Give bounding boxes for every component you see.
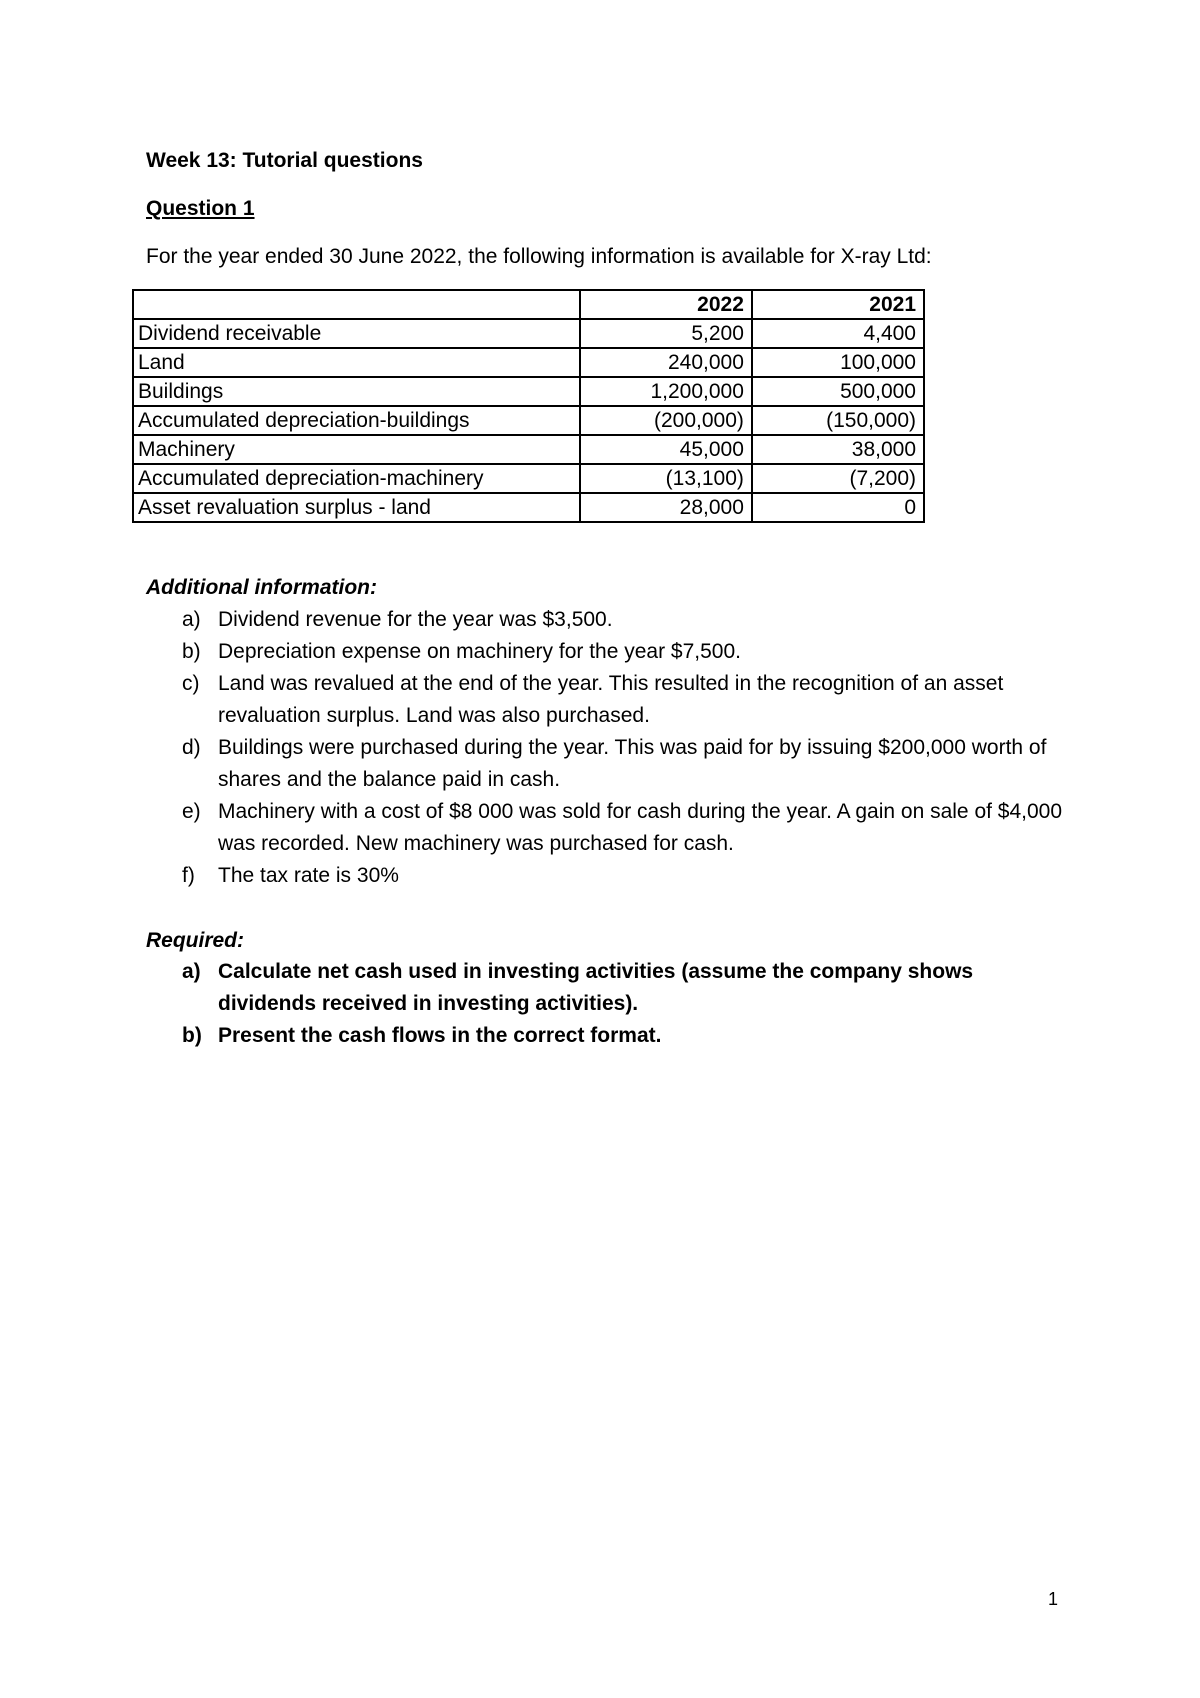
table-cell: 5,200 xyxy=(580,319,752,348)
question-heading: Question 1 xyxy=(146,197,255,220)
table-cell: 4,400 xyxy=(752,319,924,348)
table-cell: 45,000 xyxy=(580,435,752,464)
list-item xyxy=(146,604,1066,636)
list-item-text: Machinery with a cost of $8 000 was sold for cash during the year. A gain on sale of $4,000 was recorded. New machinery was purchased for cash. xyxy=(218,800,1063,855)
table-cell: (13,100) xyxy=(580,464,752,493)
table-cell: (150,000) xyxy=(752,406,924,435)
table-cell: 1,200,000 xyxy=(580,377,752,406)
list-item xyxy=(146,796,1066,860)
table-cell: Land xyxy=(133,348,580,377)
additional-info-list xyxy=(146,604,1066,892)
table-row xyxy=(133,406,924,435)
table-cell: Machinery xyxy=(133,435,580,464)
list-item xyxy=(146,636,1066,668)
table-row xyxy=(133,435,924,464)
table-cell: Accumulated depreciation-machinery xyxy=(133,464,580,493)
list-item xyxy=(146,668,1066,732)
table-cell: 500,000 xyxy=(752,377,924,406)
table-row xyxy=(133,348,924,377)
list-marker: b) xyxy=(182,640,201,663)
balance-table xyxy=(132,289,925,523)
table-cell: Buildings xyxy=(133,377,580,406)
list-item xyxy=(146,860,1066,892)
list-item-text: The tax rate is 30% xyxy=(218,864,399,887)
table-header-cell xyxy=(133,290,580,319)
required-list xyxy=(146,956,1066,1052)
list-marker: e) xyxy=(182,800,201,823)
table-row xyxy=(133,493,924,522)
list-marker: f) xyxy=(182,864,195,887)
table-header-row xyxy=(133,290,924,319)
list-item-text: Present the cash flows in the correct format. xyxy=(218,1024,662,1047)
table-header-cell: 2021 xyxy=(752,290,924,319)
list-item-text: Dividend revenue for the year was $3,500. xyxy=(218,608,613,631)
table-cell: (7,200) xyxy=(752,464,924,493)
table-cell: Dividend receivable xyxy=(133,319,580,348)
table-cell: 28,000 xyxy=(580,493,752,522)
list-item-text: Buildings were purchased during the year. This was paid for by issuing $200,000 worth of shares and the balance paid in cash. xyxy=(218,736,1047,791)
list-marker: d) xyxy=(182,736,201,759)
required-heading: Required: xyxy=(146,929,245,952)
list-item xyxy=(146,1020,1066,1052)
additional-info-heading: Additional information: xyxy=(146,576,377,599)
list-marker: a) xyxy=(182,608,201,631)
table-cell: Asset revaluation surplus - land xyxy=(133,493,580,522)
table-header-cell: 2022 xyxy=(580,290,752,319)
table-row xyxy=(133,377,924,406)
table-cell: (200,000) xyxy=(580,406,752,435)
list-item-text: Calculate net cash used in investing activities (assume the company shows dividends received in investing activities). xyxy=(218,960,974,1015)
table-cell: Accumulated depreciation-buildings xyxy=(133,406,580,435)
table-cell: 100,000 xyxy=(752,348,924,377)
page-number: 1 xyxy=(1048,1589,1059,1609)
table-cell: 240,000 xyxy=(580,348,752,377)
list-item-text: Depreciation expense on machinery for the year $7,500. xyxy=(218,640,741,663)
list-marker: a) xyxy=(182,960,201,983)
list-marker: b) xyxy=(182,1024,202,1047)
list-marker: c) xyxy=(182,672,200,695)
list-item xyxy=(146,956,1066,1020)
document-title: Week 13: Tutorial questions xyxy=(146,149,423,172)
table-row xyxy=(133,464,924,493)
list-item-text: Land was revalued at the end of the year. This resulted in the recognition of an asset revaluation surplus. Land was also purchased. xyxy=(218,672,1004,727)
table-row xyxy=(133,319,924,348)
table-cell: 0 xyxy=(752,493,924,522)
table-cell: 38,000 xyxy=(752,435,924,464)
intro-paragraph: For the year ended 30 June 2022, the following information is available for X-ray Ltd: xyxy=(146,245,932,268)
list-item xyxy=(146,732,1066,796)
